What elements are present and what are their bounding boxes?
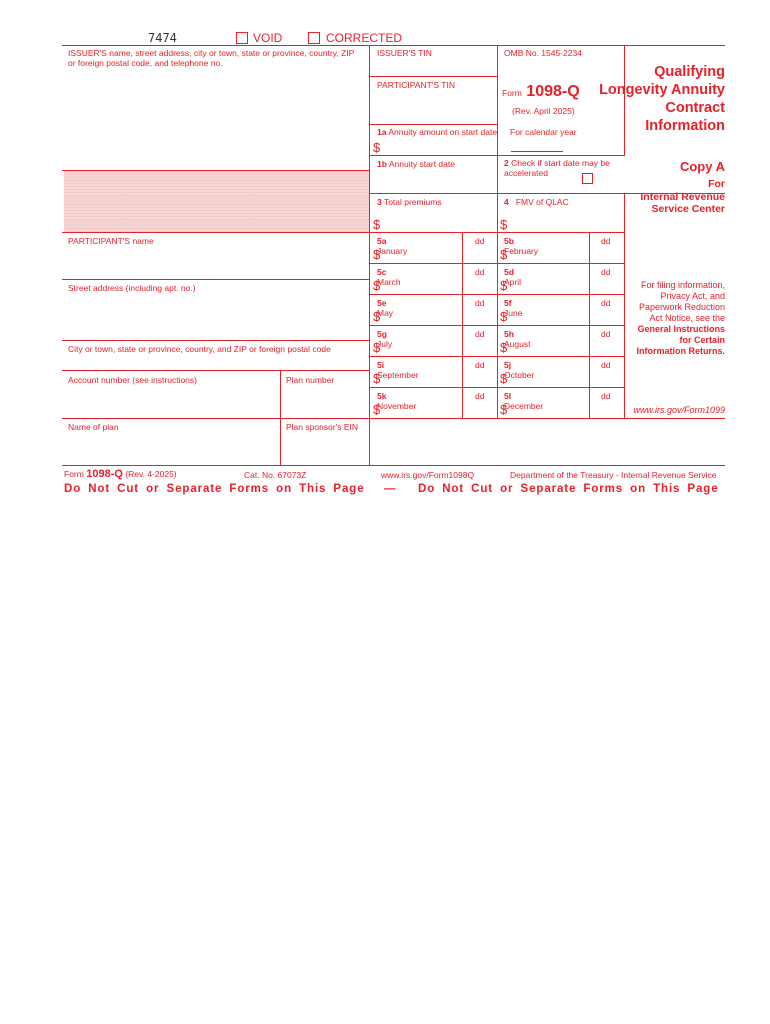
participant-name-label: PARTICIPANT'S name [68,236,154,246]
box-5h-dd: dd [601,329,611,339]
shaded-area [64,171,369,232]
box-5j-label: 5j October [504,360,535,380]
box-5a-dd: dd [475,236,485,246]
account-number-label: Account number (see instructions) [68,375,197,385]
box-5k-dollar: $ [373,402,381,417]
plan-number-label: Plan number [286,375,335,385]
issuer-name-label: ISSUER'S name, street address, city or town, state or province, country, ZIP or foreign postal code, and telephone no. [68,48,355,68]
box-5g-dollar: $ [373,340,381,355]
filing-info: For filing information, Privacy Act, and Paperwork Reduction Act Notice, see the General Instructions for Certain Information Returns. [636,280,725,356]
box-5l-dd: dd [601,391,611,401]
do-not-cut-right: Do Not Cut or Separate Forms on This Page [418,483,719,495]
box-5b-label: 5b February [504,236,539,256]
street-address-label: Street address (including apt. no.) [68,283,196,293]
box-5h-label: 5h August [504,329,531,349]
footer-form-id: Form 1098-Q (Rev. 4-2025) [64,468,177,480]
participant-tin-label: PARTICIPANT'S TIN [377,80,455,90]
form-code: 7474 [148,31,177,45]
omb-form-id: Form 1098-Q [502,83,580,100]
box-5k-label: 5k November [377,391,417,411]
void-label: VOID [253,31,283,45]
issuer-tin-label: ISSUER'S TIN [377,48,432,58]
box-5g-dd: dd [475,329,485,339]
box-5e-dollar: $ [373,309,381,324]
box-5k-dd: dd [475,391,485,401]
box-5a-label: 5a January [377,236,408,256]
box-5d-label: 5d April [504,267,522,287]
box-5c-label: 5c March [377,267,401,287]
box-1a-dollar: $ [373,140,381,155]
box-5d-dd: dd [601,267,611,277]
box-5j-dollar: $ [500,371,508,386]
corrected-checkbox[interactable] [308,32,320,44]
box-5l-label: 5l December [504,391,544,411]
do-not-cut-dash: — [384,483,396,495]
box-5j-dd: dd [601,360,611,370]
irs-url: www.irs.gov/Form1099 [633,405,725,415]
box-2-checkbox[interactable] [582,173,593,184]
box-5l-dollar: $ [500,402,508,417]
box-5g-label: 5g July [377,329,393,349]
box-2-label: 2 Check if start date may be accelerated [504,158,610,178]
box-5c-dollar: $ [373,278,381,293]
box-1a-label: 1a Annuity amount on start date [377,127,498,137]
omb-number: OMB No. 1545-2234 [504,48,582,58]
box-3-label: 3 Total premiums [377,197,442,207]
box-5b-dd: dd [601,236,611,246]
box-5i-dd: dd [475,360,485,370]
plan-sponsor-ein-label: Plan sponsor's EIN [286,422,359,432]
box-4-dollar: $ [500,217,508,232]
box-5a-dollar: $ [373,247,381,262]
box-3-dollar: $ [373,217,381,232]
box-5d-dollar: $ [500,278,508,293]
void-checkbox[interactable] [236,32,248,44]
do-not-cut-left: Do Not Cut or Separate Forms on This Page [64,483,365,495]
calendar-year-label: For calendar year [510,127,577,137]
box-5i-dollar: $ [373,371,381,386]
footer-department: Department of the Treasury - Internal Revenue Service [510,470,717,480]
box-4-label: 4 FMV of QLAC [504,197,569,207]
box-5e-dd: dd [475,298,485,308]
box-5e-label: 5e May [377,298,394,318]
plan-name-label: Name of plan [68,422,119,432]
corrected-label: CORRECTED [326,31,403,45]
box-1b-label: 1b Annuity start date [377,159,455,169]
box-5b-dollar: $ [500,247,508,262]
footer-cat-number: Cat. No. 67073Z [244,470,307,480]
box-5f-dd: dd [601,298,611,308]
form-title: Qualifying Longevity Annuity Contract Information [599,64,725,134]
box-5h-dollar: $ [500,340,508,355]
box-5f-dollar: $ [500,309,508,324]
footer-url: www.irs.gov/Form1098Q [381,470,475,480]
box-5i-label: 5i September [377,360,419,380]
copy-a-title: Copy A [679,159,725,174]
box-5f-label: 5f June [504,298,523,318]
city-label: City or town, state or province, country, and ZIP or foreign postal code [68,344,331,354]
box-5c-dd: dd [475,267,485,277]
copy-a-recipient: For Internal Revenue Service Center [640,178,725,215]
omb-rev: (Rev. April 2025) [512,106,575,116]
